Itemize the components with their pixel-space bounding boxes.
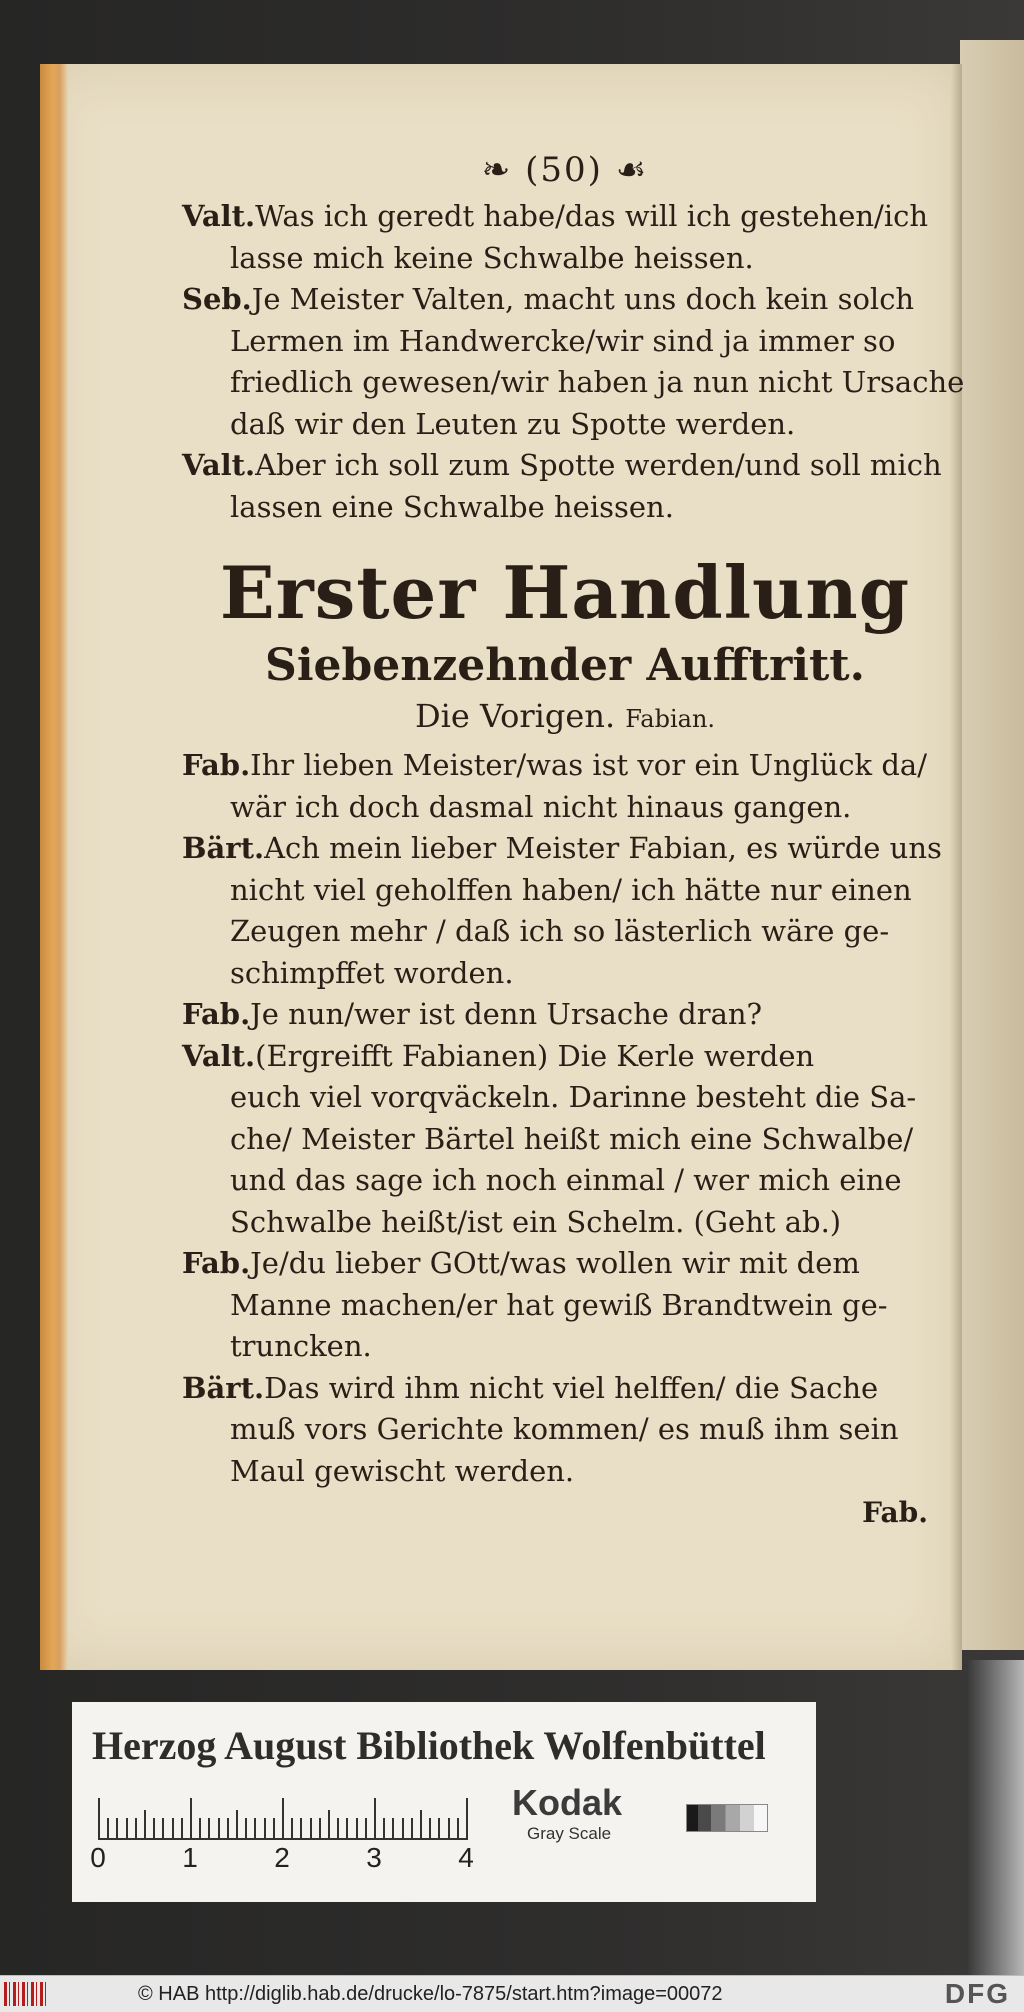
speaker-label: Bärt.: [182, 831, 265, 865]
scene-subtitle: Siebenzehnder Aufftritt.: [265, 640, 865, 691]
gray-scale-label: Gray Scale: [527, 1824, 612, 1843]
text-line: [182, 828, 948, 870]
ruler-tick: [448, 1818, 450, 1840]
scene-title: Erster Handlung: [219, 550, 911, 635]
ruler-tick: [346, 1818, 348, 1840]
speaker-label: Bärt.: [182, 1370, 265, 1405]
ruler-tick: [254, 1818, 256, 1840]
line-text: und das sage ich noch einmal / wer mich eine: [230, 1163, 902, 1197]
line-text: che/ Meister Bärtel heißt mich eine Schwalbe/: [230, 1121, 914, 1156]
ruler-tick: [208, 1818, 210, 1840]
line-text: euch viel vorqväckeln. Darinne besteht die Sa-: [230, 1080, 917, 1114]
ruler-tick: [383, 1818, 385, 1840]
ruler-tick: [273, 1818, 275, 1840]
line-text: lasse mich keine Schwalbe heissen.: [230, 240, 754, 275]
ruler-number: 2: [274, 1842, 290, 1873]
hab-barcode-icon: [4, 1982, 46, 2006]
ruler-tick: [429, 1818, 431, 1840]
ruler-tick: [245, 1818, 247, 1840]
ruler-tick: [300, 1818, 302, 1840]
line-text: Schwalbe heißt/ist ein Schelm. (Geht ab.): [230, 1204, 842, 1239]
ruler-tick: [116, 1818, 118, 1840]
line-text: nicht viel geholffen haben/ ich hätte nur einen: [230, 872, 912, 907]
speaker-label: Fab.: [182, 997, 251, 1031]
persons-line: [182, 694, 948, 741]
ruler-tick: [144, 1810, 146, 1840]
ruler-tick: [411, 1818, 413, 1840]
text-line: [182, 953, 948, 995]
line-text: truncken.: [230, 1329, 372, 1363]
line-text: Das wird ihm nicht viel helffen/ die Sache: [264, 1370, 879, 1405]
line-text: Was ich geredt habe/das will ich gestehen/ich: [255, 199, 929, 233]
text-line: [182, 1077, 948, 1119]
facing-page-edge: [960, 40, 1024, 1650]
line-text: (Ergreifft Fabianen) Die Kerle werden: [255, 1038, 815, 1073]
ruler-tick: [135, 1818, 137, 1840]
text-line: [182, 1451, 948, 1493]
ruler-tick: [190, 1798, 192, 1840]
ornament-left-icon: ❧: [481, 150, 526, 190]
persons-name: Fabian.: [625, 705, 716, 733]
ornament-right-icon: ☙: [602, 150, 649, 190]
page-header: [182, 150, 948, 190]
line-text: Maul gewischt werden.: [230, 1453, 575, 1488]
text-line: [182, 238, 948, 280]
ruler-tick: [438, 1818, 440, 1840]
ruler-number: 0: [90, 1842, 106, 1873]
text-line: [182, 1036, 948, 1078]
line-text: Ach mein lieber Meister Fabian, es würde uns: [264, 831, 942, 865]
ruler-tick: [328, 1810, 330, 1840]
text-line: [182, 745, 948, 787]
text-line: [182, 994, 948, 1036]
ruler-tick: [199, 1818, 201, 1840]
ruler-tick: [282, 1798, 284, 1840]
ruler-tick: [162, 1818, 164, 1840]
text-line: [182, 1243, 948, 1285]
ruler-tick: [466, 1798, 468, 1840]
line-text: Je Meister Valten, macht uns doch kein solch: [251, 282, 915, 316]
ruler-tick: [291, 1818, 293, 1840]
ruler-tick: [337, 1818, 339, 1840]
persons-label: Die Vorigen.: [414, 697, 616, 735]
text-line: [182, 362, 965, 404]
text-line: [182, 487, 948, 529]
ruler-number: 1: [182, 1842, 198, 1873]
text-line: [182, 1285, 948, 1327]
ruler-tick: [126, 1818, 128, 1840]
ruler-tick: [107, 1818, 109, 1840]
scale-ruler: [90, 1800, 478, 1873]
ruler-tick: [392, 1818, 394, 1840]
catchword: Fab.: [862, 1496, 928, 1529]
ruler-tick: [457, 1818, 459, 1840]
line-text: Lermen im Handwercke/wir sind ja immer so: [230, 323, 896, 358]
line-text: friedlich gewesen/wir haben ja nun nicht Ursache: [230, 365, 965, 399]
ruler-tick: [356, 1818, 358, 1840]
ruler-tick: [227, 1818, 229, 1840]
footer-bar: [0, 1975, 1024, 2012]
ruler-tick: [153, 1818, 155, 1840]
text-line: [182, 321, 948, 363]
ruler-tick: [310, 1818, 312, 1840]
text-line: [182, 911, 948, 953]
text-line: [182, 196, 948, 238]
line-text: lassen eine Schwalbe heissen.: [230, 489, 674, 524]
text-line: [182, 787, 948, 829]
line-text: Manne machen/er hat gewiß Brandtwein ge-: [230, 1287, 888, 1322]
dialogue-block-before: [182, 196, 965, 528]
ruler-tick: [264, 1818, 266, 1840]
speaker-label: Fab.: [182, 748, 251, 782]
text-line: [182, 279, 948, 321]
ruler-tick: [319, 1818, 321, 1840]
facing-page-bleed: [968, 190, 1022, 234]
ruler-tick: [218, 1818, 220, 1840]
line-text: Je/du lieber GOtt/was wollen wir mit dem: [250, 1246, 860, 1280]
text-line: [182, 1160, 948, 1202]
page-text: [182, 150, 965, 1529]
ruler-tick: [365, 1818, 367, 1840]
dfg-logo: DFG: [944, 1978, 1010, 2009]
ruler-number: 4: [458, 1842, 474, 1873]
line-text: Zeugen mehr / daß ich so lästerlich wäre ge-: [230, 914, 890, 948]
line-text: wär ich doch dasmal nicht hinaus gangen.: [230, 789, 852, 824]
text-line: [182, 1409, 948, 1451]
dialogue-block-after: [182, 745, 948, 1492]
page-gutter: [950, 64, 962, 1670]
speaker-label: Fab.: [182, 1246, 251, 1280]
page-edge: [40, 64, 68, 1670]
text-line: [182, 404, 948, 446]
gray-scale-swatch: [686, 1804, 768, 1832]
line-text: Je nun/wer ist denn Ursache dran?: [250, 997, 763, 1031]
ruler-tick: [172, 1818, 174, 1840]
line-text: Ihr lieben Meister/was ist vor ein Unglück da/: [250, 748, 927, 782]
speaker-label: Valt.: [182, 199, 256, 233]
ruler-tick: [420, 1810, 422, 1840]
ruler-tick: [98, 1798, 100, 1840]
ruler-tick: [374, 1798, 376, 1840]
line-text: muß vors Gerichte kommen/ es muß ihm sein: [230, 1412, 899, 1446]
text-line: [182, 1326, 948, 1368]
speaker-label: Seb.: [182, 282, 252, 316]
text-line: [182, 870, 948, 912]
footer-copyright-link[interactable]: © HAB http://diglib.hab.de/drucke/lo-7875/start.htm?image=00072: [138, 1983, 723, 2005]
ruler-tick: [181, 1818, 183, 1840]
ruler-number: 3: [366, 1842, 382, 1873]
page-number: (50): [525, 150, 603, 190]
ruler-tick: [402, 1818, 404, 1840]
library-name: Herzog August Bibliothek Wolfenbüttel: [92, 1723, 766, 1768]
text-line: [182, 1202, 948, 1244]
speaker-label: Valt.: [182, 448, 256, 482]
line-text: schimpffet worden.: [230, 955, 514, 990]
ruler-tick: [236, 1810, 238, 1840]
line-text: Aber ich soll zum Spotte werden/und soll mich: [255, 448, 942, 482]
text-line: [182, 1119, 948, 1161]
line-text: daß wir den Leuten zu Spotte werden.: [230, 406, 796, 441]
text-line: [182, 445, 948, 487]
speaker-label: Valt.: [182, 1038, 256, 1073]
kodak-logo: Kodak: [512, 1782, 623, 1823]
facing-page-lower: [968, 1660, 1024, 1975]
text-line: [182, 1368, 948, 1410]
library-color-card: [72, 1702, 816, 1902]
